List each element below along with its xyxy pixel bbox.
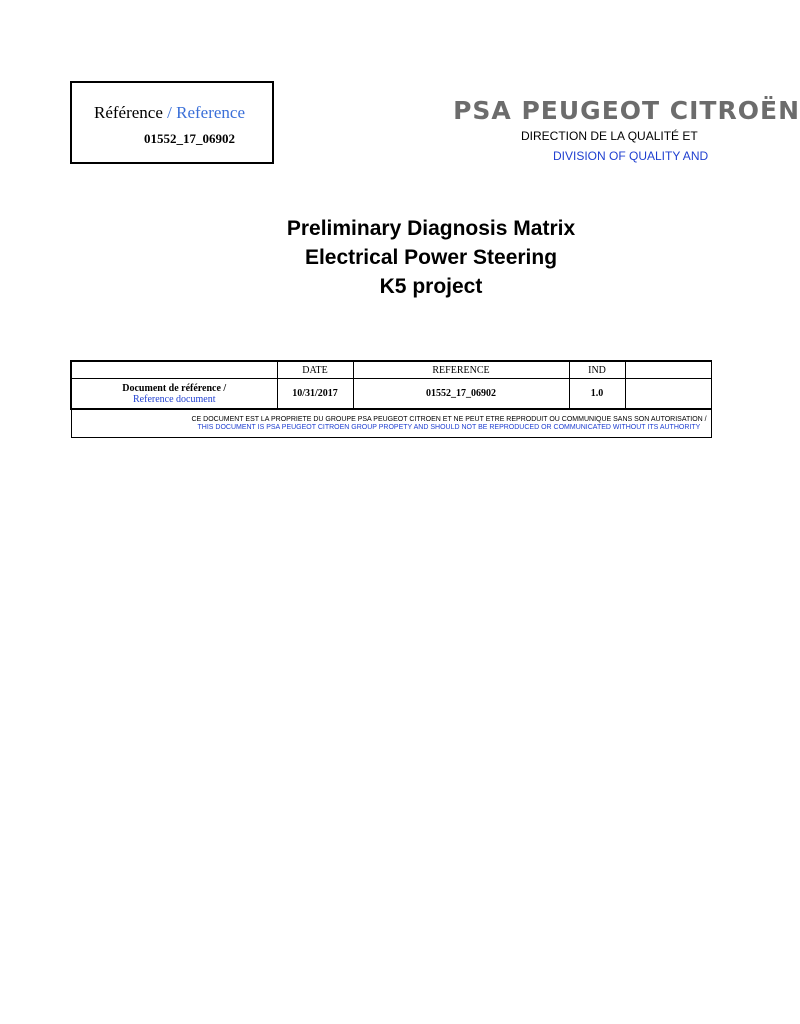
confidentiality-notice <box>71 409 711 438</box>
title-line-3: K5 project <box>379 275 483 298</box>
reference-box <box>70 81 274 164</box>
meta-value-row <box>71 379 711 410</box>
meta-empty-value <box>625 379 711 410</box>
title-line-2: Electrical Power Steering <box>304 246 558 269</box>
document-meta-table <box>70 360 707 438</box>
brand-header <box>300 96 800 168</box>
reference-label-separator: / <box>162 103 177 122</box>
confidentiality-notice-fr: CE DOCUMENT EST LA PROPRIETE DU GROUPE PSA PEUGEOT CITROEN ET NE PEUT ETRE REPRODUIT OU COMMUNIQUE SANS SON AUTORISATION / <box>191 416 707 423</box>
meta-row-label-fr: Document de référence / <box>122 382 227 394</box>
meta-header-row <box>71 361 711 379</box>
meta-header-cell <box>625 361 711 379</box>
meta-reference-value: 01552_17_06902 <box>353 379 569 410</box>
meta-header-ind: IND <box>569 361 625 379</box>
reference-label-fr: Référence <box>94 103 163 122</box>
confidentiality-notice-row <box>71 409 711 438</box>
meta-header-date: DATE <box>277 361 353 379</box>
brand-division-en: DIVISION OF QUALITY AND <box>553 149 709 163</box>
title-line-1: Preliminary Diagnosis Matrix <box>286 217 576 240</box>
meta-row-label-en: Reference document <box>133 393 216 405</box>
meta-header-reference: REFERENCE <box>353 361 569 379</box>
confidentiality-notice-en: THIS DOCUMENT IS PSA PEUGEOT CITROEN GROUP PROPETY AND SHOULD NOT BE REPRODUCED OR COMMUNICATED WITHOUT ITS AUTHORITY <box>197 424 701 431</box>
reference-number: 01552_17_06902 <box>144 131 235 146</box>
brand-division-fr: DIRECTION DE LA QUALITÉ ET <box>521 129 698 143</box>
document-title <box>190 214 672 301</box>
reference-label-en: Reference <box>176 103 246 122</box>
meta-header-cell <box>71 361 277 379</box>
meta-ind-value: 1.0 <box>569 379 625 410</box>
reference-label <box>94 103 245 123</box>
meta-row-label <box>71 379 277 410</box>
meta-date-value: 10/31/2017 <box>277 379 353 410</box>
brand-logo-text: PSA PEUGEOT CITROËN <box>453 96 800 125</box>
